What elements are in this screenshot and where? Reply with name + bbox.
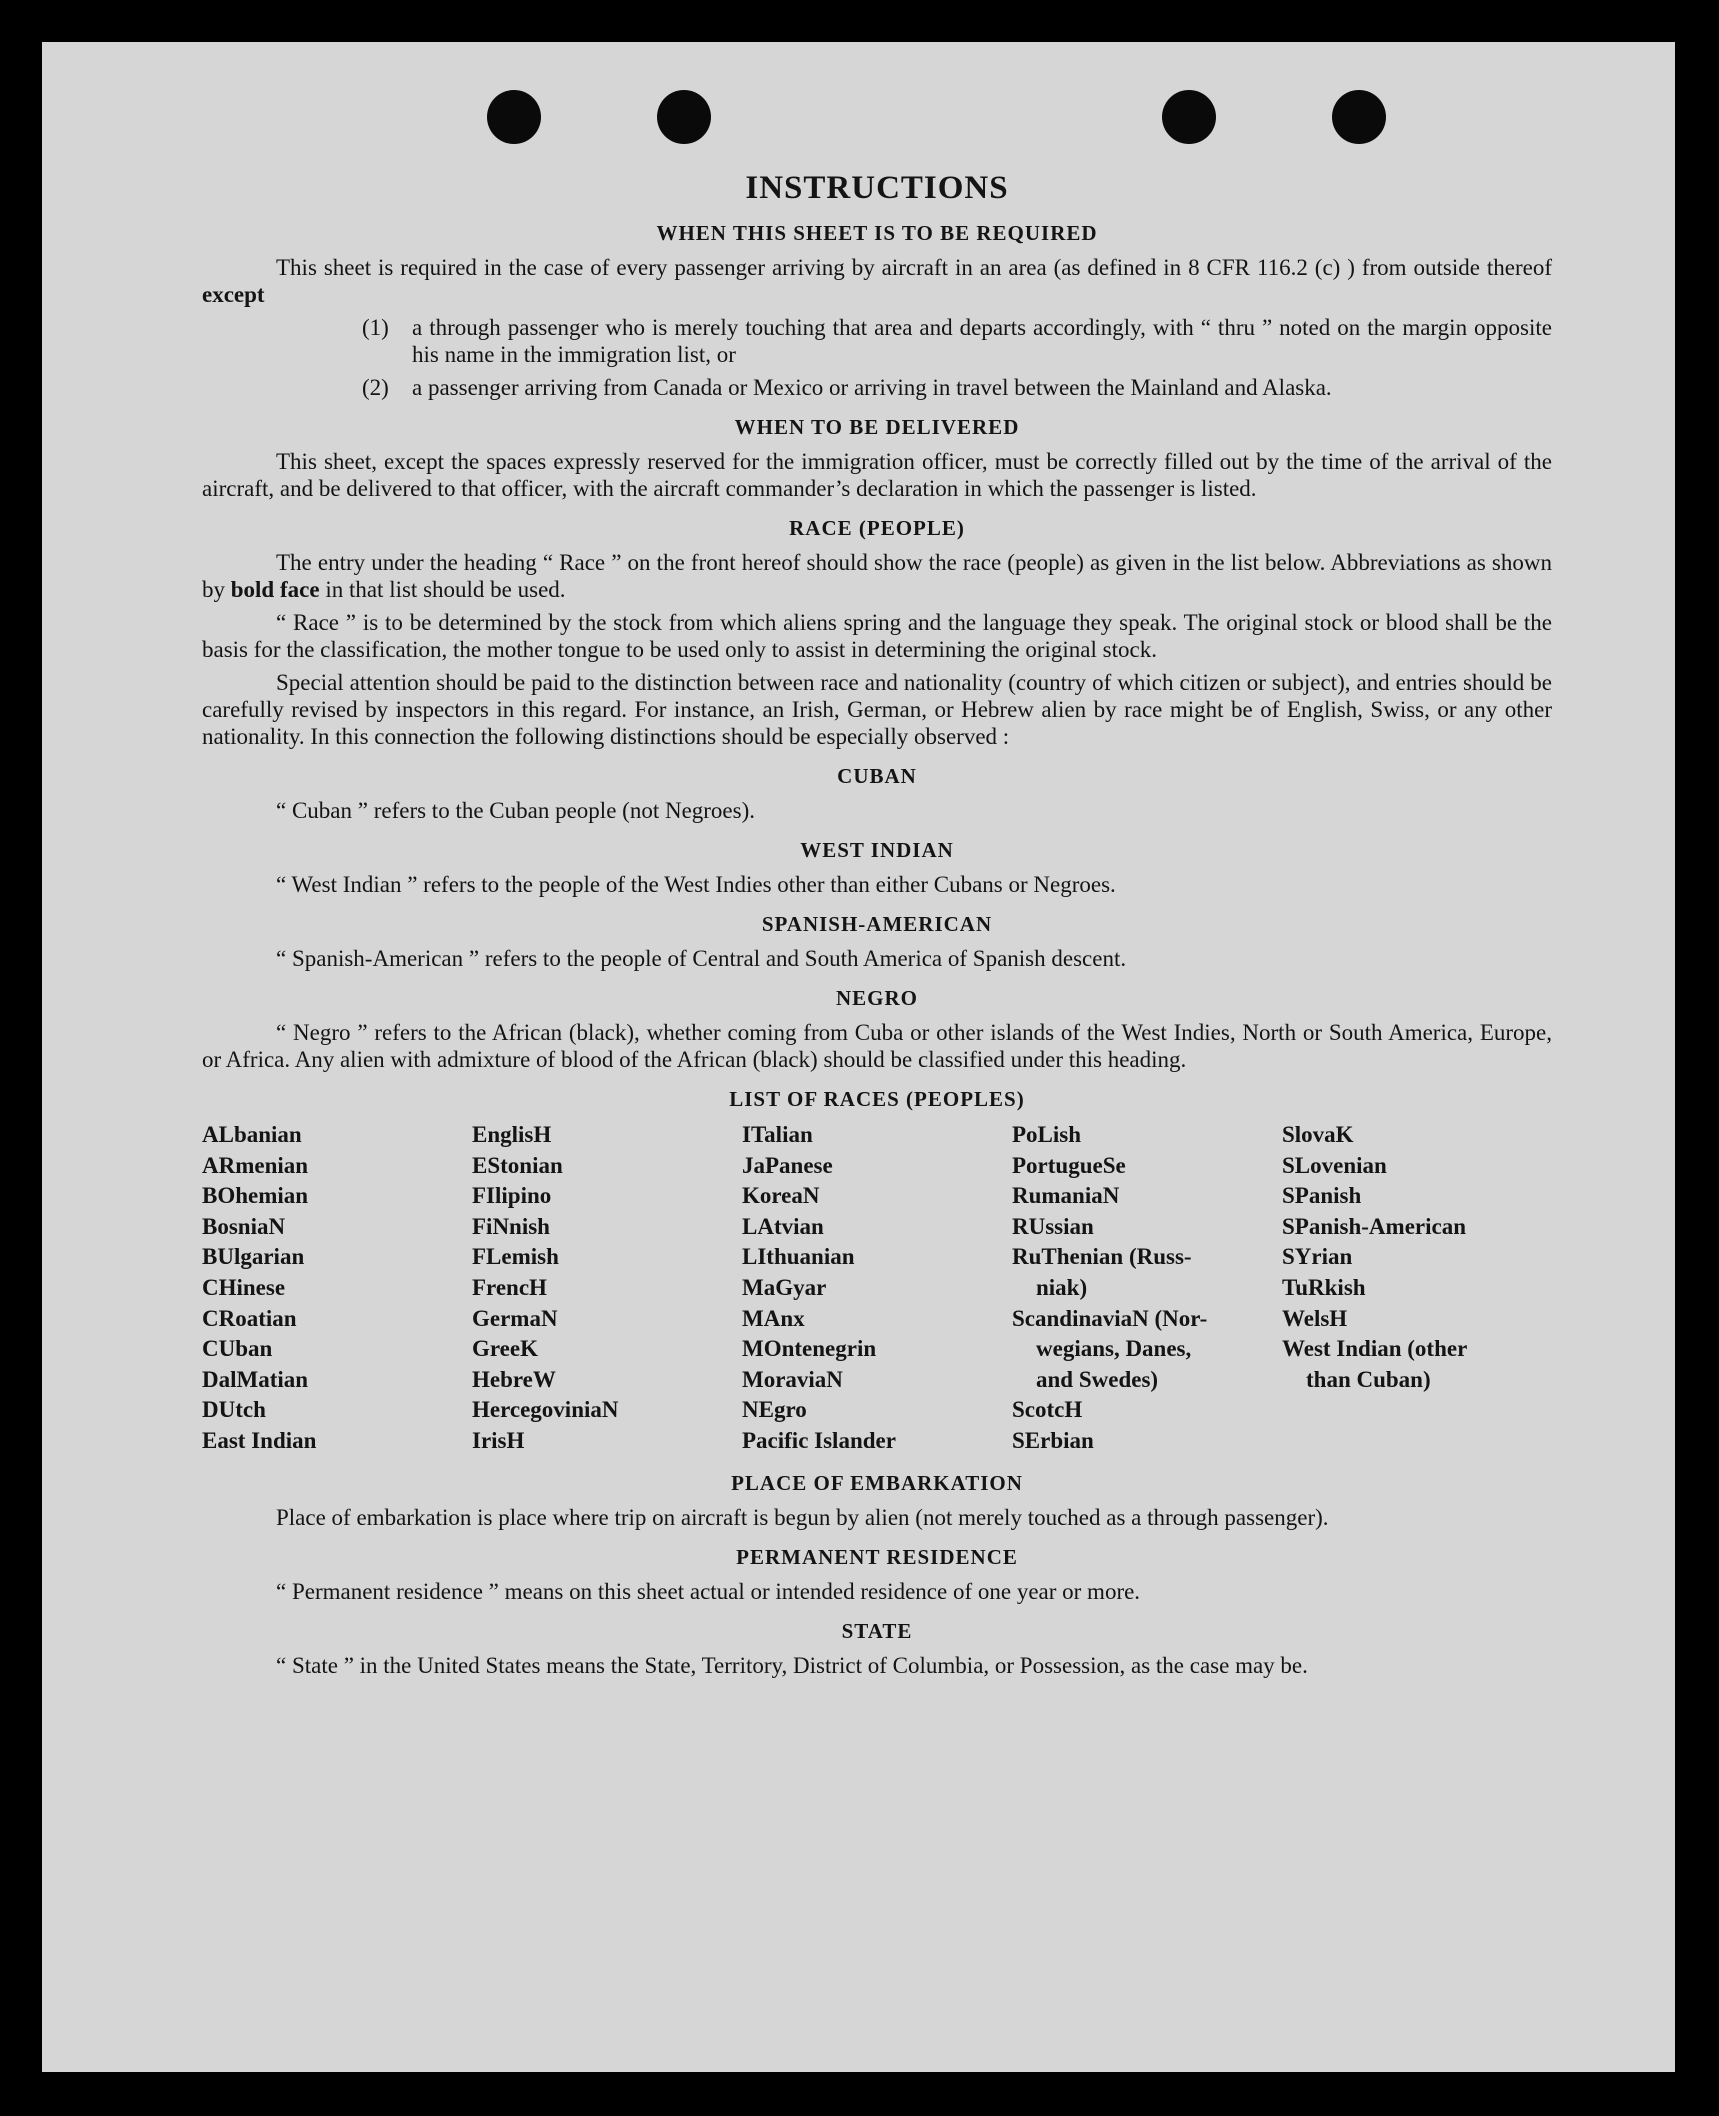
cuban-text: “ Cuban ” refers to the Cuban people (not Negroes). [276, 798, 756, 823]
race-entry: EnglisH [472, 1122, 552, 1147]
race-entry: IrisH [472, 1427, 525, 1453]
race-entry: CHinese [202, 1274, 286, 1300]
spanish-american-text: “ Spanish-American ” refers to the people of Central and South America of Spanish descent. [276, 946, 1127, 971]
races-list [202, 1120, 1552, 1457]
race-entry: MoraviaN [742, 1366, 843, 1392]
race-paragraph-3: Special attention should be paid to the distinction between race and nationality (country of which citizen or subject), and entries should be carefully revised by inspectors in this regard. For instance, an Irish, German, or Hebrew alien by race might be of English, Swiss, or any other nationality. In this connection the following distinctions should be especially observed : [202, 670, 1552, 749]
heading-list-of-races: LIST OF RACES (PEOPLES) [729, 1087, 1025, 1111]
race-entry: NEgro [742, 1397, 807, 1423]
race-entry: BOhemian [202, 1183, 309, 1209]
heading-when-required: WHEN THIS SHEET IS TO BE REQUIRED [656, 221, 1098, 245]
race-entry: Pacific Islander [742, 1427, 896, 1453]
race-entry: West Indian (other [1282, 1336, 1468, 1362]
race-entry: BUlgarian [202, 1244, 305, 1270]
race-entry: HebreW [472, 1366, 556, 1392]
heading-state: STATE [841, 1618, 913, 1643]
race-entry: JaPanese [742, 1152, 833, 1178]
race-entry: ScandinaviaN (Nor- [1012, 1305, 1208, 1331]
race-entry: PoLish [1012, 1122, 1082, 1147]
race-entry: SErbian [1012, 1427, 1094, 1453]
permanent-residence-text: “ Permanent residence ” means on this sheet actual or intended residence of one year or more. [276, 1578, 1141, 1604]
race-entry: MOntenegrin [742, 1336, 877, 1362]
race-paragraph-2: “ Race ” is to be determined by the stock from which aliens spring and the language they speak. The original stock or blood shall be the basis for the classification, the mother tongue to be used only to assist in determining the original stock. [202, 610, 1552, 662]
heading-permanent-residence: PERMANENT RESIDENCE [736, 1544, 1018, 1569]
race-entry: and Swedes) [1036, 1366, 1159, 1392]
race-entry: SLovenian [1282, 1152, 1387, 1178]
punch-hole [1162, 90, 1216, 144]
state-text: “ State ” in the United States means the State, Territory, District of Columbia, or Possession, as the case may be. [276, 1652, 1308, 1678]
negro-text: “ Negro ” refers to the African (black), whether coming from Cuba or other islands of the West Indies, North or South America, Europe, or Africa. Any alien with admixture of blood of the African (black) should be classified under this heading. [202, 1020, 1552, 1072]
exception-item: (2) a passenger arriving from Canada or Mexico or arriving in travel between the Mainland and Alaska. [362, 375, 1332, 400]
race-entry: wegians, Danes, [1036, 1336, 1192, 1362]
race-entry: ITalian [742, 1122, 813, 1147]
race-entry: ScotcH [1012, 1397, 1083, 1423]
races-column [1282, 1120, 1552, 1457]
race-entry: than Cuban) [1306, 1366, 1431, 1392]
race-entry: TuRkish [1282, 1274, 1366, 1300]
race-entry: ALbanian [202, 1122, 302, 1147]
heading-race: RACE (PEOPLE) [789, 516, 965, 540]
punch-hole [487, 90, 541, 144]
races-column [742, 1120, 1012, 1457]
race-entry: GreeK [472, 1336, 538, 1362]
race-entry: SPanish-American [1282, 1213, 1466, 1239]
race-entry: GermaN [472, 1305, 558, 1331]
race-entry: KoreaN [742, 1183, 820, 1209]
race-entry: FLemish [472, 1244, 559, 1270]
race-entry: RuThenian (Russ- [1012, 1244, 1192, 1270]
when-required-intro: This sheet is required in the case of every passenger arriving by aircraft in an area (as defined in 8 CFR 116.2 (c) ) from outside thereof except [202, 255, 1552, 307]
races-column [202, 1120, 472, 1457]
race-entry: MaGyar [742, 1274, 827, 1300]
heading-spanish-american: SPANISH-AMERICAN [761, 912, 993, 936]
embarkation-text: Place of embarkation is place where trip on aircraft is begun by alien (not merely touched as a through passenger). [276, 1504, 1329, 1530]
race-entry: LAtvian [742, 1213, 824, 1239]
race-entry: FrencH [472, 1274, 547, 1300]
race-paragraph-1: The entry under the heading “ Race ” on the front hereof should show the race (people) as given in the list below. Abbreviations as shown by bold face in that list should be used. [202, 550, 1552, 602]
heading-negro: NEGRO [835, 986, 918, 1010]
heading-when-delivered: WHEN TO BE DELIVERED [734, 415, 1020, 439]
race-entry: RumaniaN [1012, 1183, 1120, 1209]
race-entry: DalMatian [202, 1366, 309, 1392]
page-title: INSTRUCTIONS [745, 170, 1009, 206]
race-entry: East Indian [202, 1427, 317, 1453]
punch-hole [657, 90, 711, 144]
race-entry: FIlipino [472, 1183, 552, 1209]
races-column [1012, 1120, 1282, 1457]
race-entry: PortugueSe [1012, 1152, 1126, 1178]
exception-item: (1) a through passenger who is merely touching that area and departs accordingly, with “ thru ” noted on the margin opposite his name in the immigration list, or [362, 315, 1552, 367]
race-entry: MAnx [742, 1305, 805, 1331]
race-entry: CRoatian [202, 1305, 297, 1331]
west-indian-text: “ West Indian ” refers to the people of the West Indies other than either Cubans or Negroes. [276, 872, 1116, 897]
race-entry: RUssian [1012, 1213, 1094, 1239]
races-column [472, 1120, 742, 1457]
race-entry: niak) [1036, 1274, 1088, 1300]
heading-west-indian: WEST INDIAN [800, 838, 954, 862]
race-entry: SlovaK [1282, 1122, 1354, 1147]
race-entry: DUtch [202, 1397, 266, 1423]
race-entry: LIthuanian [742, 1244, 855, 1270]
race-entry: WelsH [1282, 1305, 1348, 1331]
race-entry: SYrian [1282, 1244, 1353, 1270]
instructions-content [202, 170, 1552, 1685]
race-entry: BosniaN [202, 1213, 286, 1239]
when-delivered-text: This sheet, except the spaces expressly reserved for the immigration officer, must be correctly filled out by the time of the arrival of the aircraft, and be delivered to that officer, with the aircraft commander’s declaration in which the passenger is listed. [202, 449, 1552, 501]
race-entry: EStonian [472, 1152, 563, 1178]
race-entry: FiNnish [472, 1213, 550, 1239]
heading-embarkation: PLACE OF EMBARKATION [731, 1470, 1023, 1495]
race-entry: HercegoviniaN [472, 1397, 619, 1423]
punch-hole [1332, 90, 1386, 144]
race-entry: CUban [202, 1336, 273, 1362]
race-entry: ARmenian [202, 1152, 309, 1178]
heading-cuban: CUBAN [837, 764, 917, 788]
document-sheet [42, 42, 1675, 2072]
race-entry: SPanish [1282, 1183, 1362, 1209]
